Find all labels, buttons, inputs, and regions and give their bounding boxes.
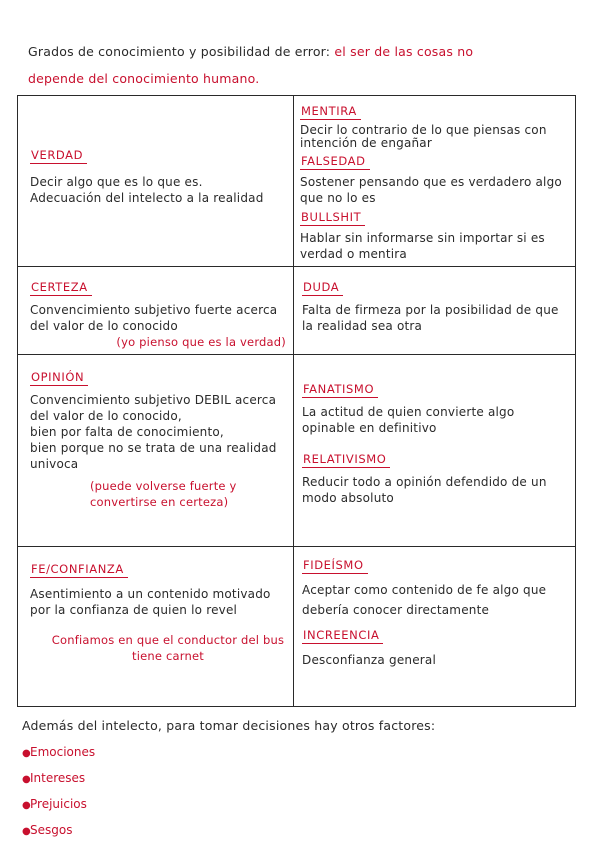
factors-list <box>22 744 95 848</box>
verdad-text-1: Decir algo que es lo que es. <box>30 175 203 189</box>
factor-item: ●Prejuicios <box>22 797 87 811</box>
cell-verdad <box>30 144 280 206</box>
term-fanatismo: FANATISMO <box>302 382 378 398</box>
fe-note: Confiamos en que el conductor del bus tiene carnet <box>51 633 285 663</box>
opinion-text-3: bien porque no se trata de una realidad univoca <box>30 441 277 471</box>
opinion-note: (puede volverse fuerte y convertirse en certeza) <box>90 479 237 509</box>
increencia-text: Desconfianza general <box>302 653 437 667</box>
cell-fideismo-increencia <box>302 554 570 668</box>
cell-opinion <box>30 366 286 510</box>
factor-item: ●Sesgos <box>22 823 73 837</box>
certeza-note: (yo pienso que es la verdad) <box>116 335 286 349</box>
cell-fe-confianza <box>30 558 286 664</box>
fanatismo-text: La actitud de quien convierte algo opinable en definitivo <box>302 405 515 435</box>
falsedad-text: Sostener pensando que es verdadero algo que no lo es <box>300 175 562 205</box>
factor-item: ●Intereses <box>22 771 86 785</box>
intro-line-2: depende del conocimiento humano. <box>28 71 260 86</box>
term-bullshit: BULLSHIT <box>300 210 365 226</box>
relativismo-text: Reducir todo a opinión defendido de un modo absoluto <box>302 475 547 505</box>
cell-mentira-falsedad-bullshit <box>300 100 572 262</box>
intro-line-1 <box>28 38 576 65</box>
certeza-text: Convencimiento subjetivo fuerte acerca del valor de lo conocido <box>30 303 278 333</box>
duda-text: Falta de firmeza por la posibilidad de que la realidad sea otra <box>302 303 559 333</box>
term-relativismo: RELATIVISMO <box>302 452 390 468</box>
term-certeza: CERTEZA <box>30 280 92 296</box>
opinion-text-2: bien por falta de conocimiento, <box>30 425 224 439</box>
term-mentira: MENTIRA <box>300 104 361 120</box>
bullshit-text: Hablar sin informarse sin importar si es verdad o mentira <box>300 231 545 261</box>
factor-item: ●Emociones <box>22 745 96 759</box>
term-duda: DUDA <box>302 280 343 296</box>
term-fideismo: FIDEÍSMO <box>302 558 368 574</box>
intro-black-text: Grados de conocimiento y posibilidad de error: <box>28 44 335 59</box>
term-increencia: INCREENCIA <box>302 628 383 644</box>
grid-divider-row-1 <box>18 266 575 267</box>
factors-intro: Además del intelecto, para tomar decisiones hay otros factores: <box>22 718 436 733</box>
grid-divider-row-3 <box>18 546 575 547</box>
mentira-text: Decir lo contrario de lo que piensas con intención de engañar <box>300 123 547 150</box>
cell-certeza <box>30 276 286 350</box>
term-opinion: OPINIÓN <box>30 370 88 386</box>
intro-red-text: el ser de las cosas no <box>334 44 474 59</box>
grid-divider-vertical <box>293 96 294 706</box>
cell-duda <box>302 276 570 334</box>
term-falsedad: FALSEDAD <box>300 154 370 170</box>
concepts-grid <box>17 95 576 707</box>
intro-text <box>28 38 576 92</box>
fideismo-text: Aceptar como contenido de fe algo que debería conocer directamente <box>302 583 547 617</box>
grid-divider-row-2 <box>18 354 575 355</box>
opinion-text-1: Convencimiento subjetivo DEBIL acerca del valor de lo conocido, <box>30 393 277 423</box>
term-fe-confianza: FE/CONFIANZA <box>30 562 128 578</box>
term-verdad: VERDAD <box>30 148 87 164</box>
cell-fanatismo-relativismo <box>302 378 570 506</box>
fe-text: Asentimiento a un contenido motivado por la confianza de quien lo revel <box>30 587 271 617</box>
verdad-text-2: Adecuación del intelecto a la realidad <box>30 191 264 205</box>
